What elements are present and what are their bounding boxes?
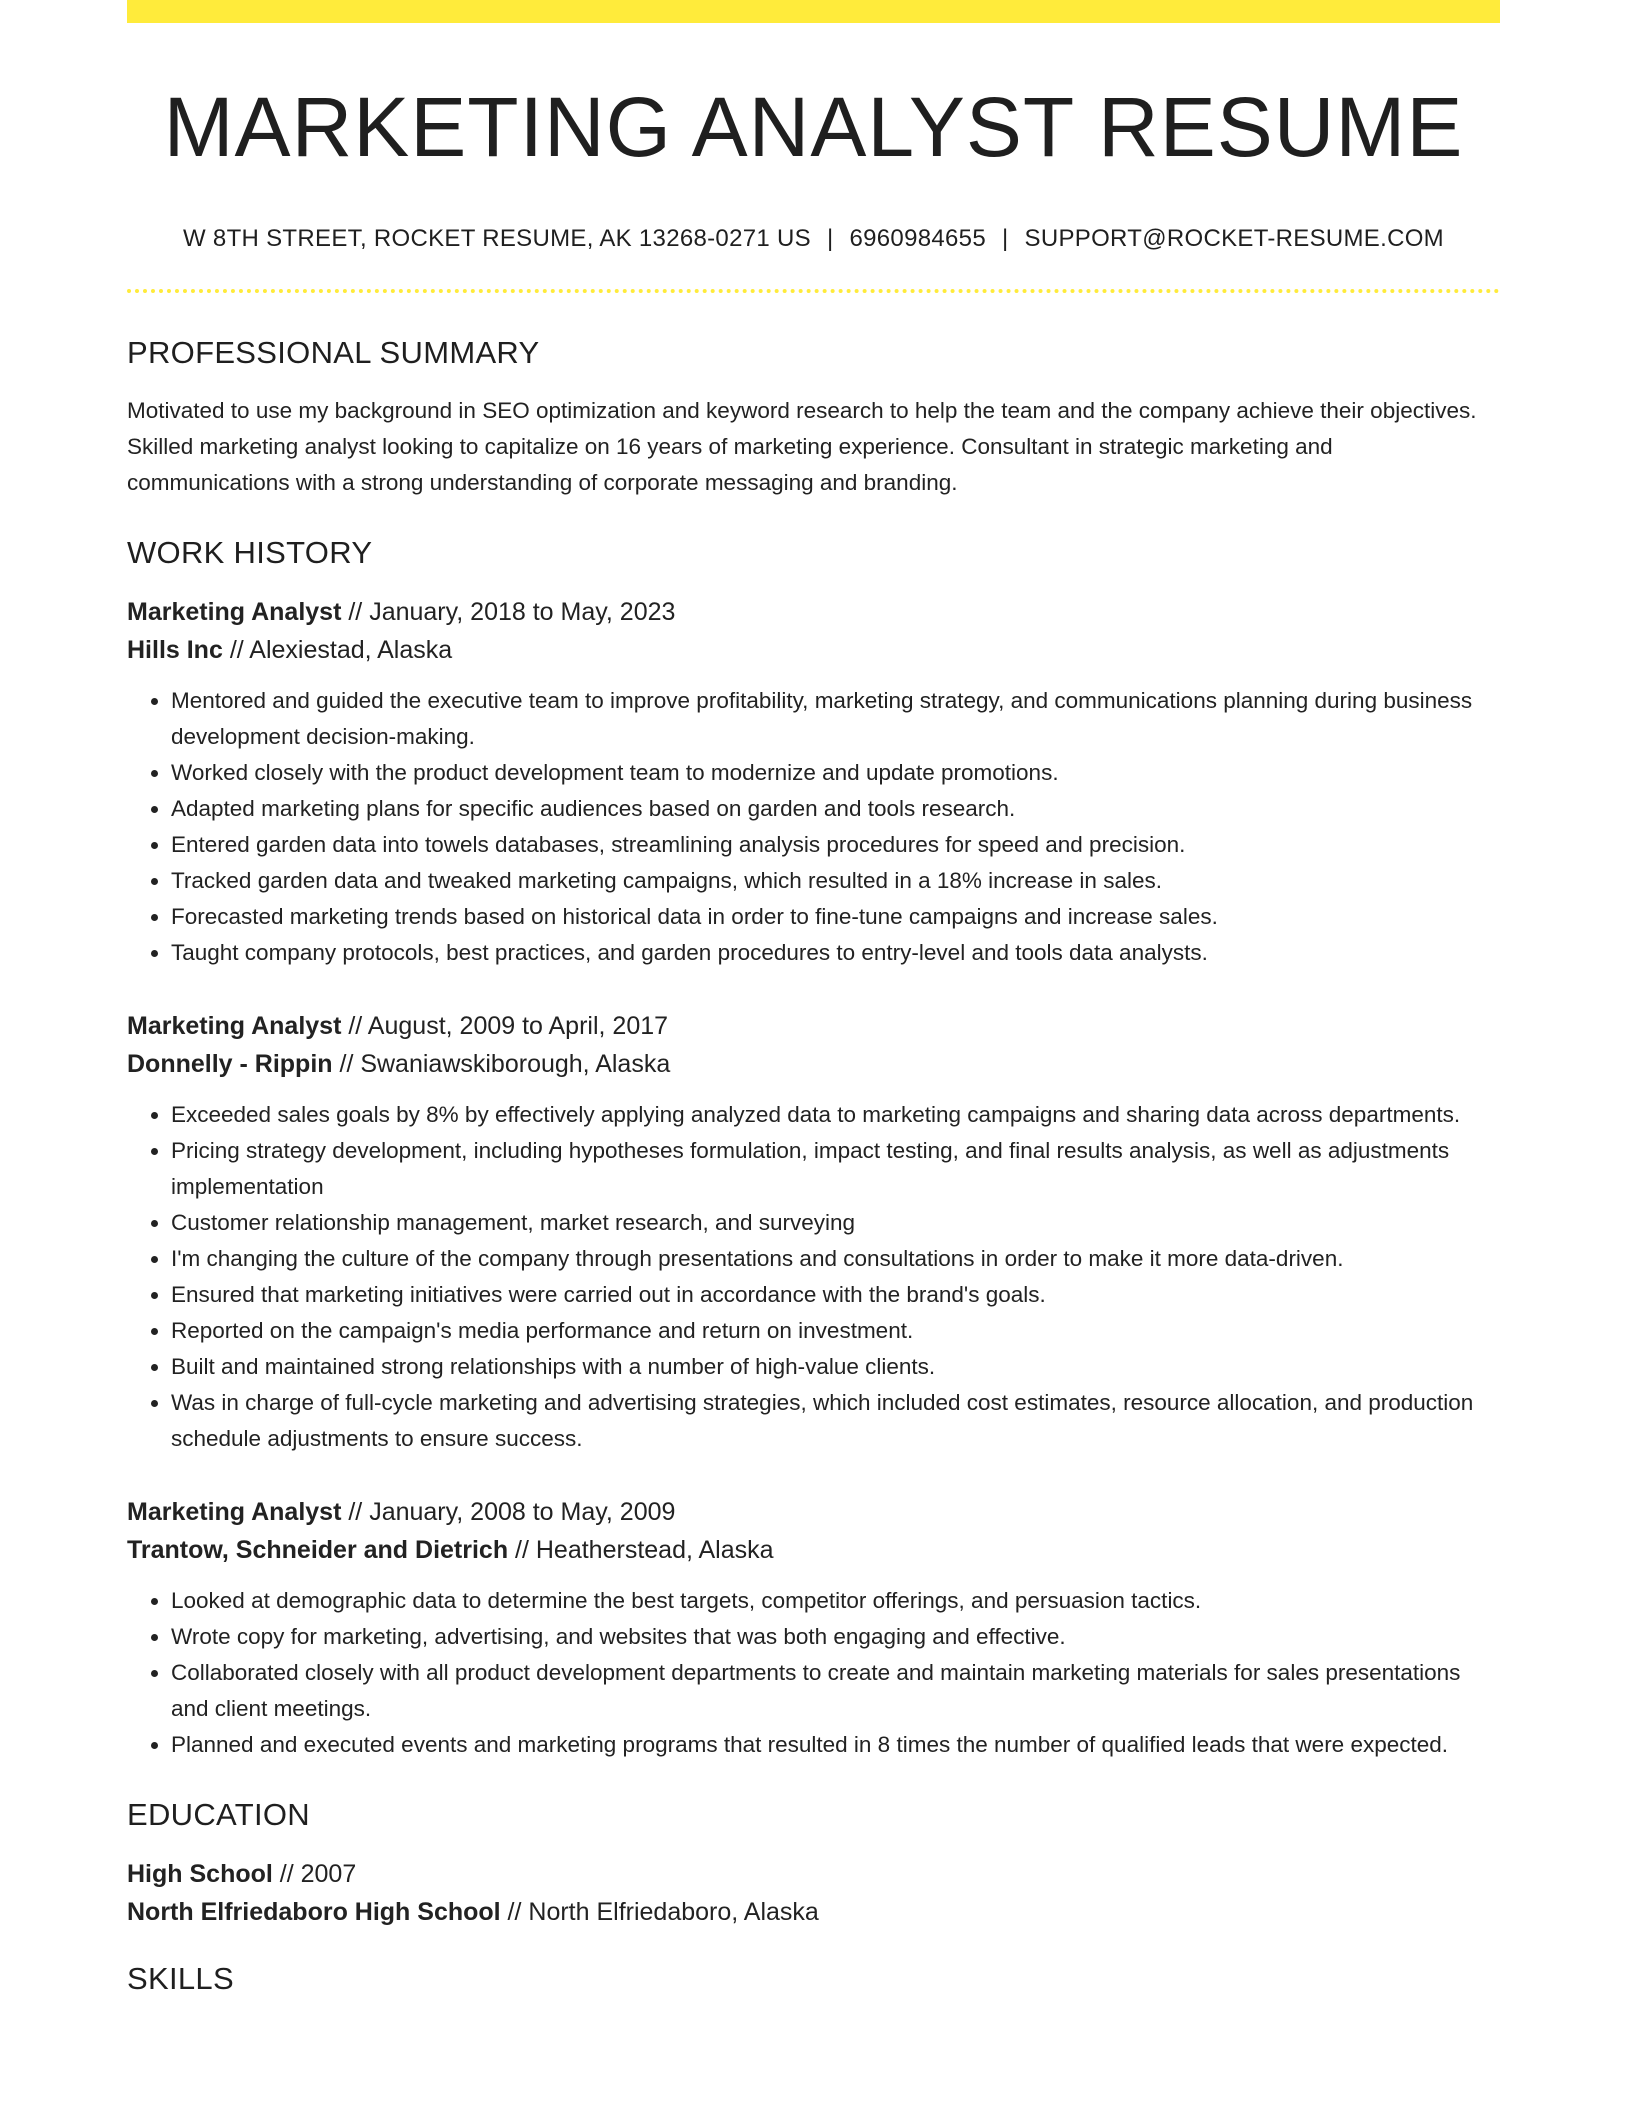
job-dates: // August, 2009 to April, 2017 xyxy=(341,1012,669,1041)
job-location: // Heatherstead, Alaska xyxy=(508,1536,774,1565)
work-history-section xyxy=(127,535,1500,1763)
job-company: Hills Inc xyxy=(127,636,223,665)
list-item: • Was in charge of full-cycle marketing and advertising strategies, which included cost estimates, resource allocation, and production schedule adjustments to ensure success. xyxy=(171,1385,1500,1457)
job-bullets xyxy=(127,683,1500,971)
list-item: • Tracked garden data and tweaked marketing campaigns, which resulted in a 18% increase in sales. xyxy=(171,863,1500,899)
list-item: • Entered garden data into towels databases, streamlining analysis procedures for speed and precision. xyxy=(171,827,1500,863)
list-item: • Mentored and guided the executive team to improve profitability, marketing strategy, and communications planning during business development decision-making. xyxy=(171,683,1500,755)
contact-line xyxy=(127,225,1500,253)
contact-phone: 6960984655 xyxy=(849,225,986,253)
list-item: • Collaborated closely with all product development departments to create and maintain marketing materials for sales presentations and client meetings. xyxy=(171,1655,1500,1727)
section-heading-work: WORK HISTORY xyxy=(127,535,373,571)
job-title: Marketing Analyst xyxy=(127,1498,342,1527)
list-item: • Pricing strategy development, including hypotheses formulation, impact testing, and final results analysis, as well as adjustments implementation xyxy=(171,1133,1500,1205)
section-heading-education: EDUCATION xyxy=(127,1797,310,1833)
list-item: • Exceeded sales goals by 8% by effectively applying analyzed data to marketing campaigns and sharing data across departments. xyxy=(171,1097,1500,1133)
resume-title: MARKETING ANALYST RESUME xyxy=(163,80,1464,174)
list-item: • Built and maintained strong relationships with a number of high-value clients. xyxy=(171,1349,1500,1385)
education-degree: High School xyxy=(127,1860,273,1889)
list-item: • Wrote copy for marketing, advertising, and websites that was both engaging and effective. xyxy=(171,1619,1500,1655)
summary-text: Motivated to use my background in SEO optimization and keyword research to help the team and the company achieve their objectives. Skilled marketing analyst looking to capitalize on 16 years of marketing experience. Consultant in strategic marketing and communications with a strong understanding of corporate messaging and branding. xyxy=(127,398,1477,496)
list-item: • Ensured that marketing initiatives were carried out in accordance with the brand's goals. xyxy=(171,1277,1500,1313)
job-entry xyxy=(127,1007,1500,1457)
education-location: // North Elfriedaboro, Alaska xyxy=(500,1898,819,1927)
job-title-line xyxy=(127,593,1500,631)
list-item: • Customer relationship management, market research, and surveying xyxy=(171,1205,1500,1241)
contact-separator: | xyxy=(1001,225,1009,253)
job-bullets xyxy=(127,1583,1500,1763)
job-company-line xyxy=(127,1531,1500,1569)
job-title-line xyxy=(127,1007,1500,1045)
education-school-line xyxy=(127,1893,1500,1931)
job-dates: // January, 2018 to May, 2023 xyxy=(341,598,676,627)
job-bullets xyxy=(127,1097,1500,1457)
job-company-line xyxy=(127,631,1500,669)
list-item: • Forecasted marketing trends based on historical data in order to fine-tune campaigns and increase sales. xyxy=(171,899,1500,935)
job-company: Donnelly - Rippin xyxy=(127,1050,333,1079)
education-degree-line xyxy=(127,1855,1500,1893)
job-company-line xyxy=(127,1045,1500,1083)
contact-email: SUPPORT@ROCKET-RESUME.COM xyxy=(1024,225,1444,253)
dotted-divider xyxy=(127,289,1500,293)
job-location: // Alexiestad, Alaska xyxy=(222,636,453,665)
job-dates: // January, 2008 to May, 2009 xyxy=(341,1498,676,1527)
section-heading-skills: SKILLS xyxy=(127,1961,234,1997)
education-section xyxy=(127,1797,1500,1931)
job-entry xyxy=(127,593,1500,971)
contact-separator: | xyxy=(826,225,834,253)
list-item: • Planned and executed events and marketing programs that resulted in 8 times the number of qualified leads that were expected. xyxy=(171,1727,1500,1763)
job-title-line xyxy=(127,1493,1500,1531)
job-company: Trantow, Schneider and Dietrich xyxy=(127,1536,509,1565)
section-heading-summary: PROFESSIONAL SUMMARY xyxy=(127,335,540,371)
job-entry xyxy=(127,1493,1500,1763)
education-school: North Elfriedaboro High School xyxy=(127,1898,501,1927)
education-entry xyxy=(127,1855,1500,1931)
job-location: // Swaniawskiborough, Alaska xyxy=(332,1050,671,1079)
list-item: • I'm changing the culture of the company through presentations and consultations in order to make it more data-driven. xyxy=(171,1241,1500,1277)
job-title: Marketing Analyst xyxy=(127,1012,342,1041)
list-item: • Reported on the campaign's media performance and return on investment. xyxy=(171,1313,1500,1349)
resume-page xyxy=(127,0,1500,1997)
skills-section xyxy=(127,1961,1500,1997)
list-item: • Looked at demographic data to determine the best targets, competitor offerings, and persuasion tactics. xyxy=(171,1583,1500,1619)
contact-address: W 8TH STREET, ROCKET RESUME, AK 13268-0271 US xyxy=(183,225,811,253)
accent-top-bar xyxy=(127,0,1500,23)
job-title: Marketing Analyst xyxy=(127,598,342,627)
list-item: • Worked closely with the product development team to modernize and update promotions. xyxy=(171,755,1500,791)
education-year: // 2007 xyxy=(272,1860,357,1889)
list-item: • Adapted marketing plans for specific audiences based on garden and tools research. xyxy=(171,791,1500,827)
list-item: • Taught company protocols, best practices, and garden procedures to entry-level and tools data analysts. xyxy=(171,935,1500,971)
professional-summary-section xyxy=(127,335,1500,501)
